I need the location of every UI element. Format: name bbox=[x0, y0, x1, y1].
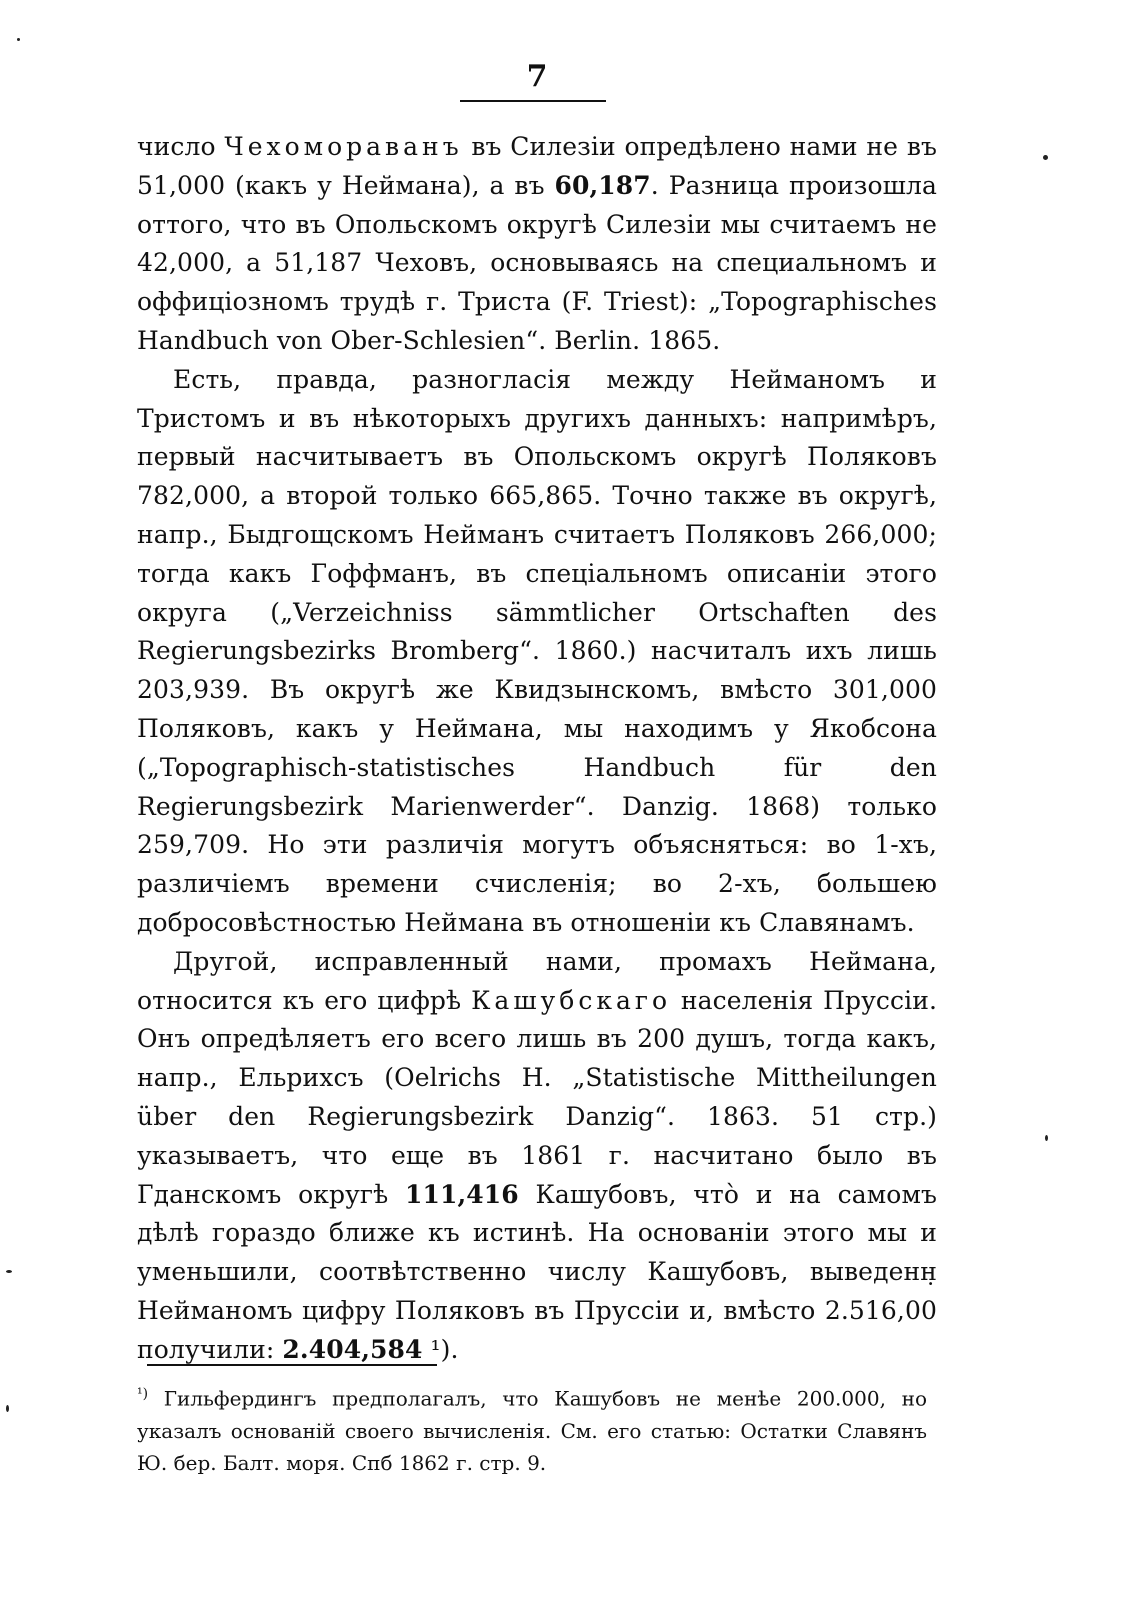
text-run-spaced: Чехомораванъ bbox=[224, 132, 463, 161]
text-run: Другой, исправленный нами, промахъ Неймана, относится къ его цифрѣ bbox=[137, 946, 937, 1015]
scan-speck bbox=[6, 1270, 12, 1273]
text-run: число bbox=[137, 132, 225, 161]
paragraph bbox=[137, 361, 937, 943]
footnote bbox=[137, 1378, 927, 1479]
footnote-text: Гильфердингъ предполагалъ, что Кашубовъ не менѣе 200.000, но указалъ основаній своего вычисленія. См. его статью: Остатки Славянъ Ю. бер. Балт. моря. Спб 1862 г. стр. 9. bbox=[137, 1386, 927, 1475]
footnote-marker: ¹) bbox=[137, 1386, 149, 1402]
text-run-spaced: Кашубскаго bbox=[471, 985, 671, 1015]
scan-speck bbox=[1045, 1135, 1048, 1141]
footnote-rule bbox=[147, 1364, 437, 1366]
scan-speck bbox=[17, 38, 20, 41]
text-run-bold: 2.404,584 bbox=[282, 1334, 423, 1364]
text-run-bold: 60,187 bbox=[554, 170, 651, 200]
page-content bbox=[137, 58, 938, 1475]
text-run: ¹). bbox=[422, 1334, 459, 1364]
scan-speck bbox=[1043, 155, 1048, 160]
paragraph bbox=[137, 128, 937, 361]
header-rule bbox=[460, 100, 606, 102]
text-run: . Разница произошла оттого, что въ Опольскомъ округѣ Силезіи мы считаемъ не 42,000, а 51,187 Чеховъ, основываясь на специальномъ и оффиціозномъ трудѣ г. Триста (F. Triest): „Topographisches Handbuch von Ober-Schlesien“. Berlin. 1865. bbox=[137, 170, 937, 355]
body-text bbox=[137, 128, 937, 1370]
page-number: 7 bbox=[526, 59, 548, 94]
text-run: населенія Пруссіи. Онъ опредѣляетъ его всего лишь въ 200 душъ, тогда какъ, напр., Ельрихсъ (Oelrichs H. „Statistische Mittheilungen über den Regierungsbezirk Danzig“. 1863. 51 стр.) указываетъ, что еще въ 1861 г. насчитано было въ Гданскомъ округѣ bbox=[137, 985, 938, 1209]
scan-speck bbox=[6, 1405, 9, 1412]
text-run: Кашубовъ, что̀ и на самомъ дѣлѣ гораздо ближе къ истинѣ. На основаніи этого мы и уменьшили, соотвѣтственно числу Кашубовъ, выведенн̣ Нейманомъ цифру Поляковъ въ Пруссіи и, вмѣсто 2.516,00 получили: bbox=[137, 1179, 937, 1364]
paragraph bbox=[137, 943, 937, 1370]
text-run: въ Силезіи опредѣлено нами не въ 51,000 (какъ у Неймана), а въ bbox=[137, 132, 937, 200]
text-run: Есть, правда, разногласія между Нейманомъ и Тристомъ и въ нѣкоторыхъ другихъ данныхъ: напримѣръ, первый насчитываетъ въ Опольскомъ округѣ Поляковъ 782,000, а второй только 665,865. Точно также въ округѣ, напр., Быдгощскомъ Нейманъ считаетъ Поляковъ 266,000; тогда какъ Гоффманъ, въ спеціальномъ описаніи этого округа („Verzeichniss sämmtlicher Ortschaften des Regierungsbezirks Bromberg“. 1860.) насчиталъ ихъ лишь 203,939. Въ округѣ же Квидзынскомъ, вмѣсто 301,000 Поляковъ, какъ у Неймана, мы находимъ у Якобсона („Topographisch-statistisches Handbuch für den Regierungsbezirk Marienwerder“. Danzig. 1868) только 259,709. Но эти различія могутъ объясняться: во 1-хъ, различіемъ времени счисленія; во 2-хъ, большею добросовѣстностью Неймана въ отношеніи къ Славянамъ. bbox=[137, 364, 937, 937]
text-run-bold: 111,416 bbox=[405, 1179, 519, 1209]
